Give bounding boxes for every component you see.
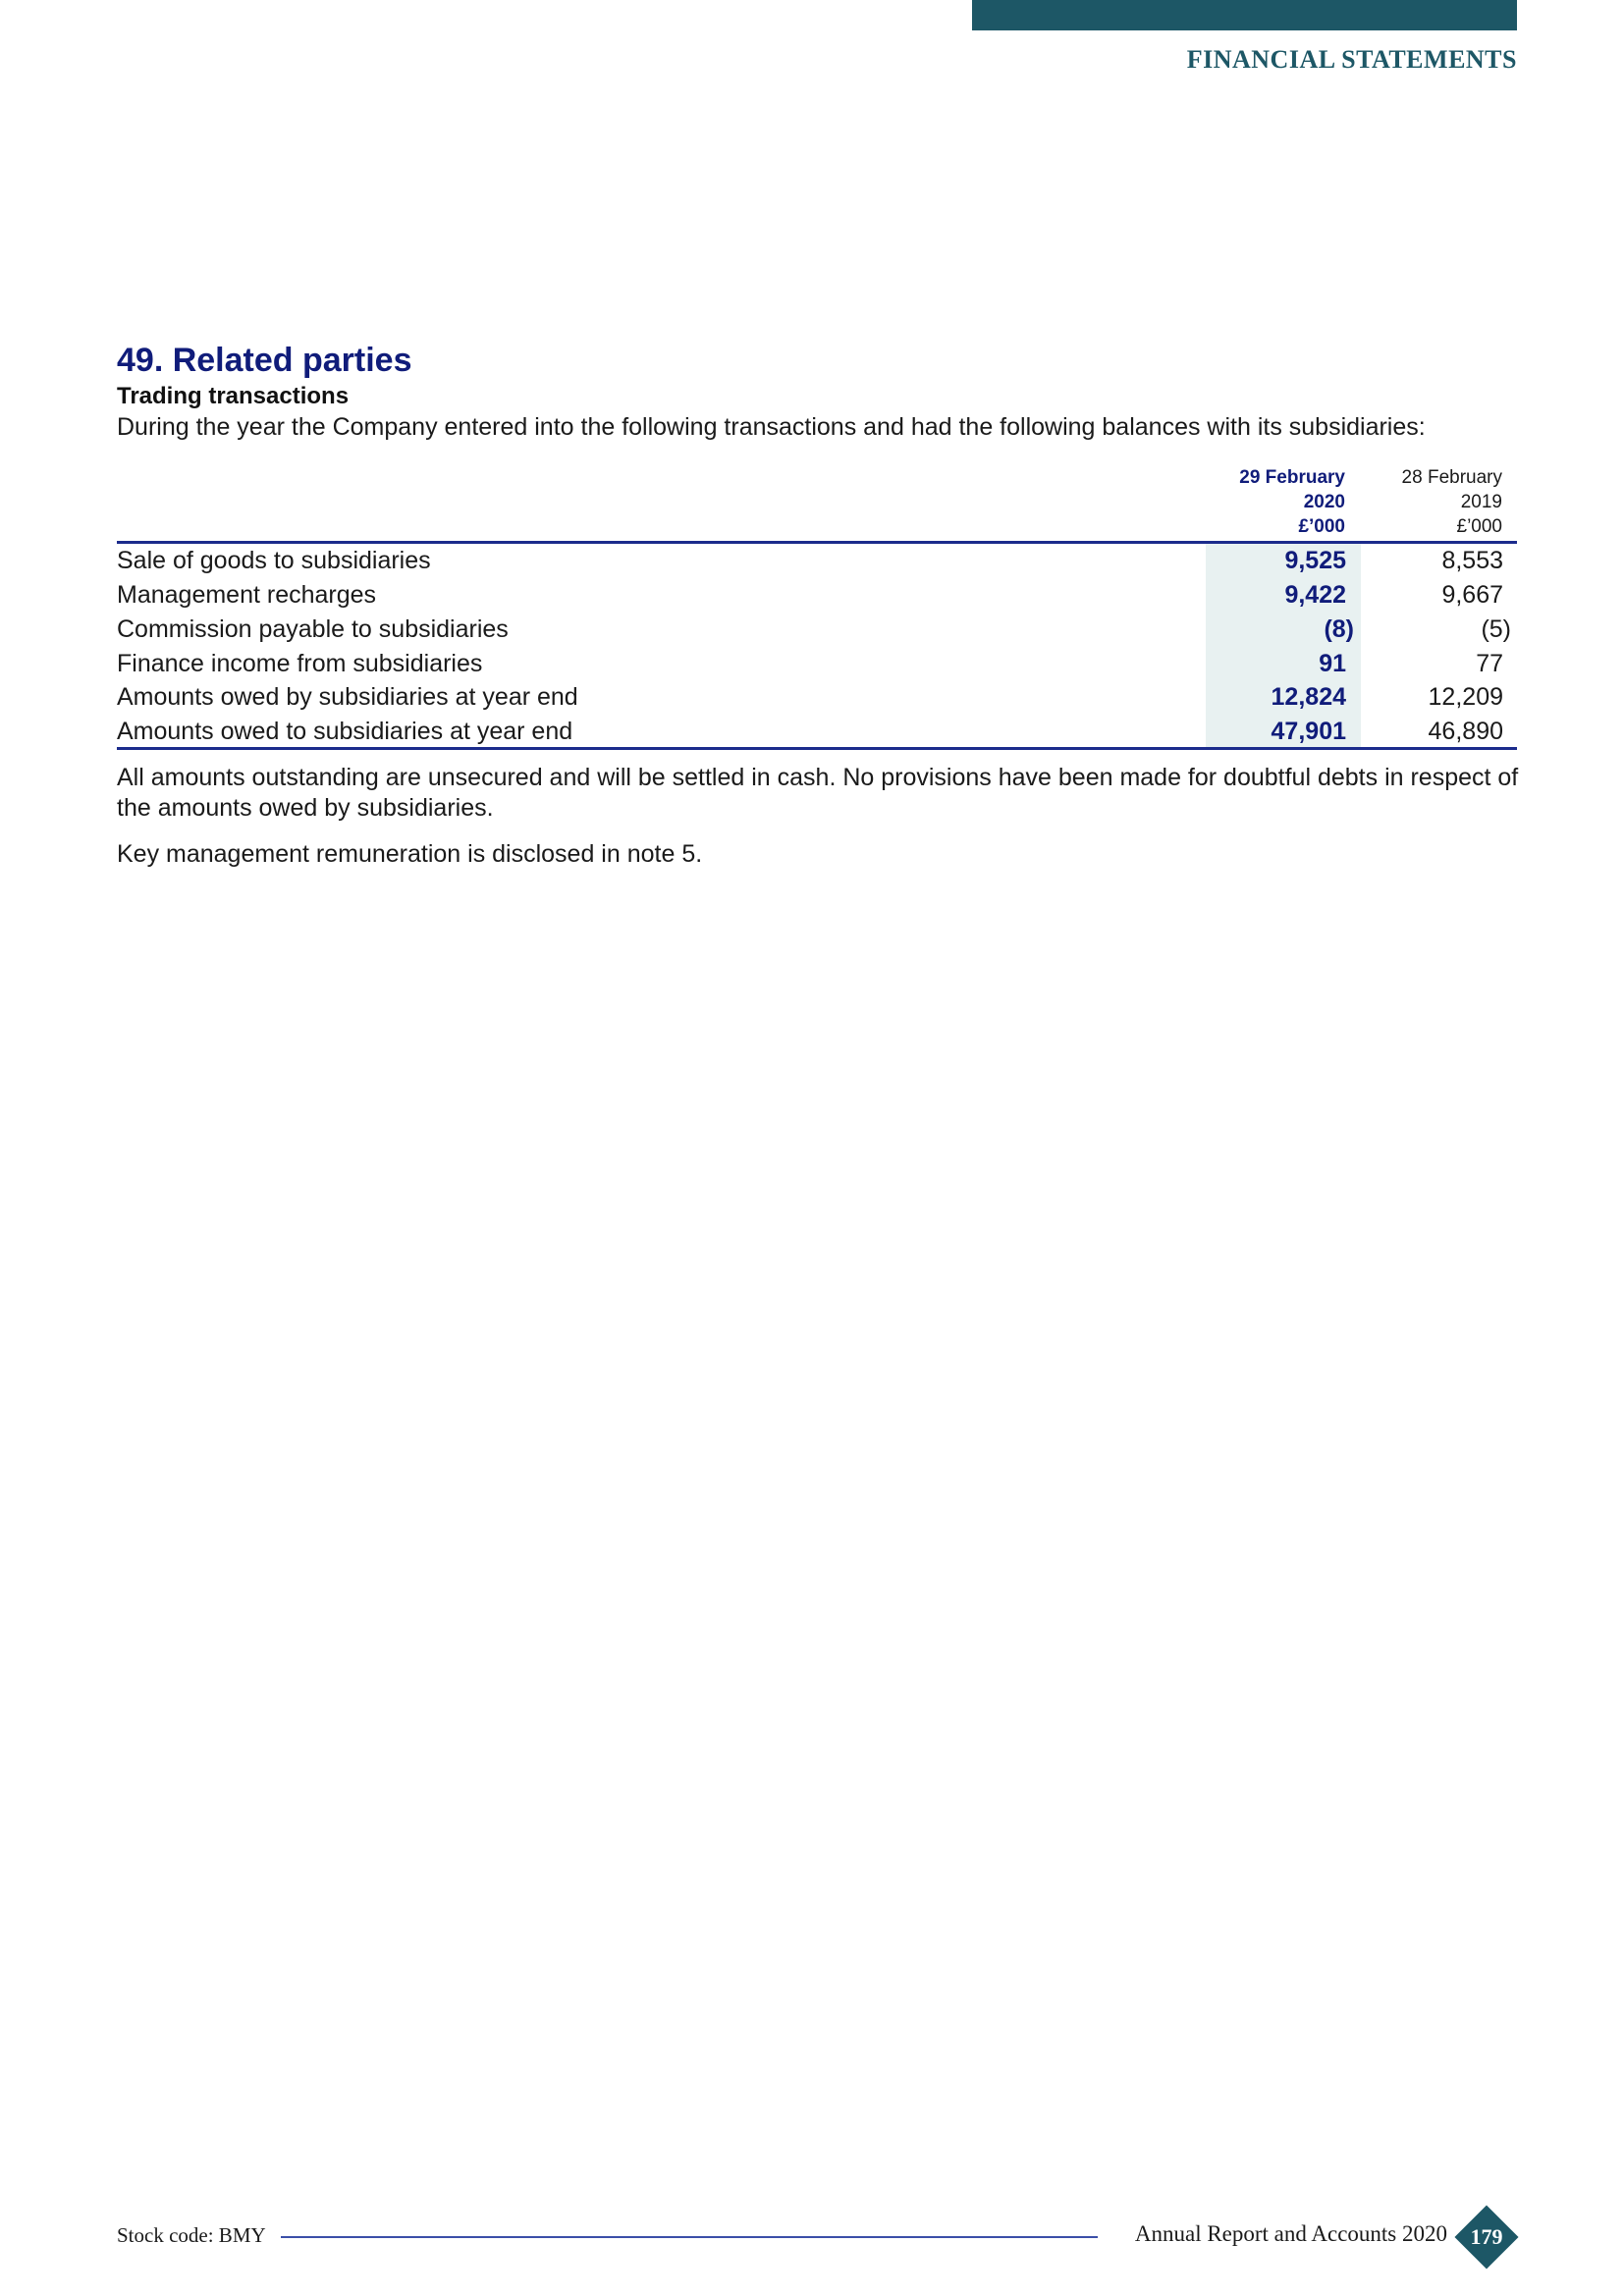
footer-stock-code: Stock code: BMY xyxy=(117,2223,266,2247)
row-label: Finance income from subsidiaries xyxy=(117,650,483,677)
column-header-line: £’000 xyxy=(1298,516,1345,537)
note-title: 49. Related parties xyxy=(117,342,412,379)
row-label: Amounts owed to subsidiaries at year end xyxy=(117,718,573,745)
row-label: Amounts owed by subsidiaries at year end xyxy=(117,683,578,711)
prior-year-value: 8,553 xyxy=(1441,547,1503,574)
settlement-paragraph: All amounts outstanding are unsecured and will be settled in cash. No provisions have been made for doubtful debts in respect of the amounts owed by subsidiaries. xyxy=(117,764,1519,822)
prior-year-value: 9,667 xyxy=(1441,581,1503,609)
prior-year-value: 77 xyxy=(1476,650,1503,677)
current-year-value: 91 xyxy=(1319,650,1346,677)
table-row xyxy=(117,578,1517,613)
header-color-bar xyxy=(972,0,1517,30)
row-label: Management recharges xyxy=(117,581,377,609)
table-row xyxy=(117,680,1517,715)
current-year-value: 9,525 xyxy=(1284,547,1346,574)
table-bottom-rule xyxy=(117,747,1517,750)
footer-report-title: Annual Report and Accounts 2020 xyxy=(1134,2221,1447,2246)
column-header-line: 2019 xyxy=(1460,492,1502,512)
prior-year-value: (5) xyxy=(1481,615,1511,643)
current-year-value: (8) xyxy=(1324,615,1354,643)
table-row xyxy=(117,544,1517,578)
row-label: Commission payable to subsidiaries xyxy=(117,615,509,643)
column-header-line: 28 February xyxy=(1401,467,1502,488)
column-header-line: £’000 xyxy=(1456,516,1502,537)
prior-year-value: 12,209 xyxy=(1428,683,1503,711)
footer-divider xyxy=(281,2236,1098,2238)
current-year-value: 47,901 xyxy=(1271,718,1346,745)
note-subtitle: Trading transactions xyxy=(117,383,350,409)
note-intro: During the year the Company entered into the following transactions and had the following balances with its subsidiaries: xyxy=(117,413,1426,441)
prior-year-value: 46,890 xyxy=(1428,718,1503,745)
page-number-badge xyxy=(1455,2206,1518,2269)
page-number: 179 xyxy=(1470,2224,1503,2249)
table-row xyxy=(117,647,1517,681)
column-header-line: 29 February xyxy=(1239,467,1345,488)
current-year-value: 9,422 xyxy=(1284,581,1346,609)
row-label: Sale of goods to subsidiaries xyxy=(117,547,431,574)
current-year-value: 12,824 xyxy=(1271,683,1346,711)
table-row xyxy=(117,715,1517,749)
table-row xyxy=(117,613,1517,647)
column-header-prior-year xyxy=(1306,465,1502,539)
section-header: FINANCIAL STATEMENTS xyxy=(1186,45,1517,74)
column-header-line: 2020 xyxy=(1303,492,1345,512)
remuneration-paragraph: Key management remuneration is disclosed in note 5. xyxy=(117,840,703,868)
